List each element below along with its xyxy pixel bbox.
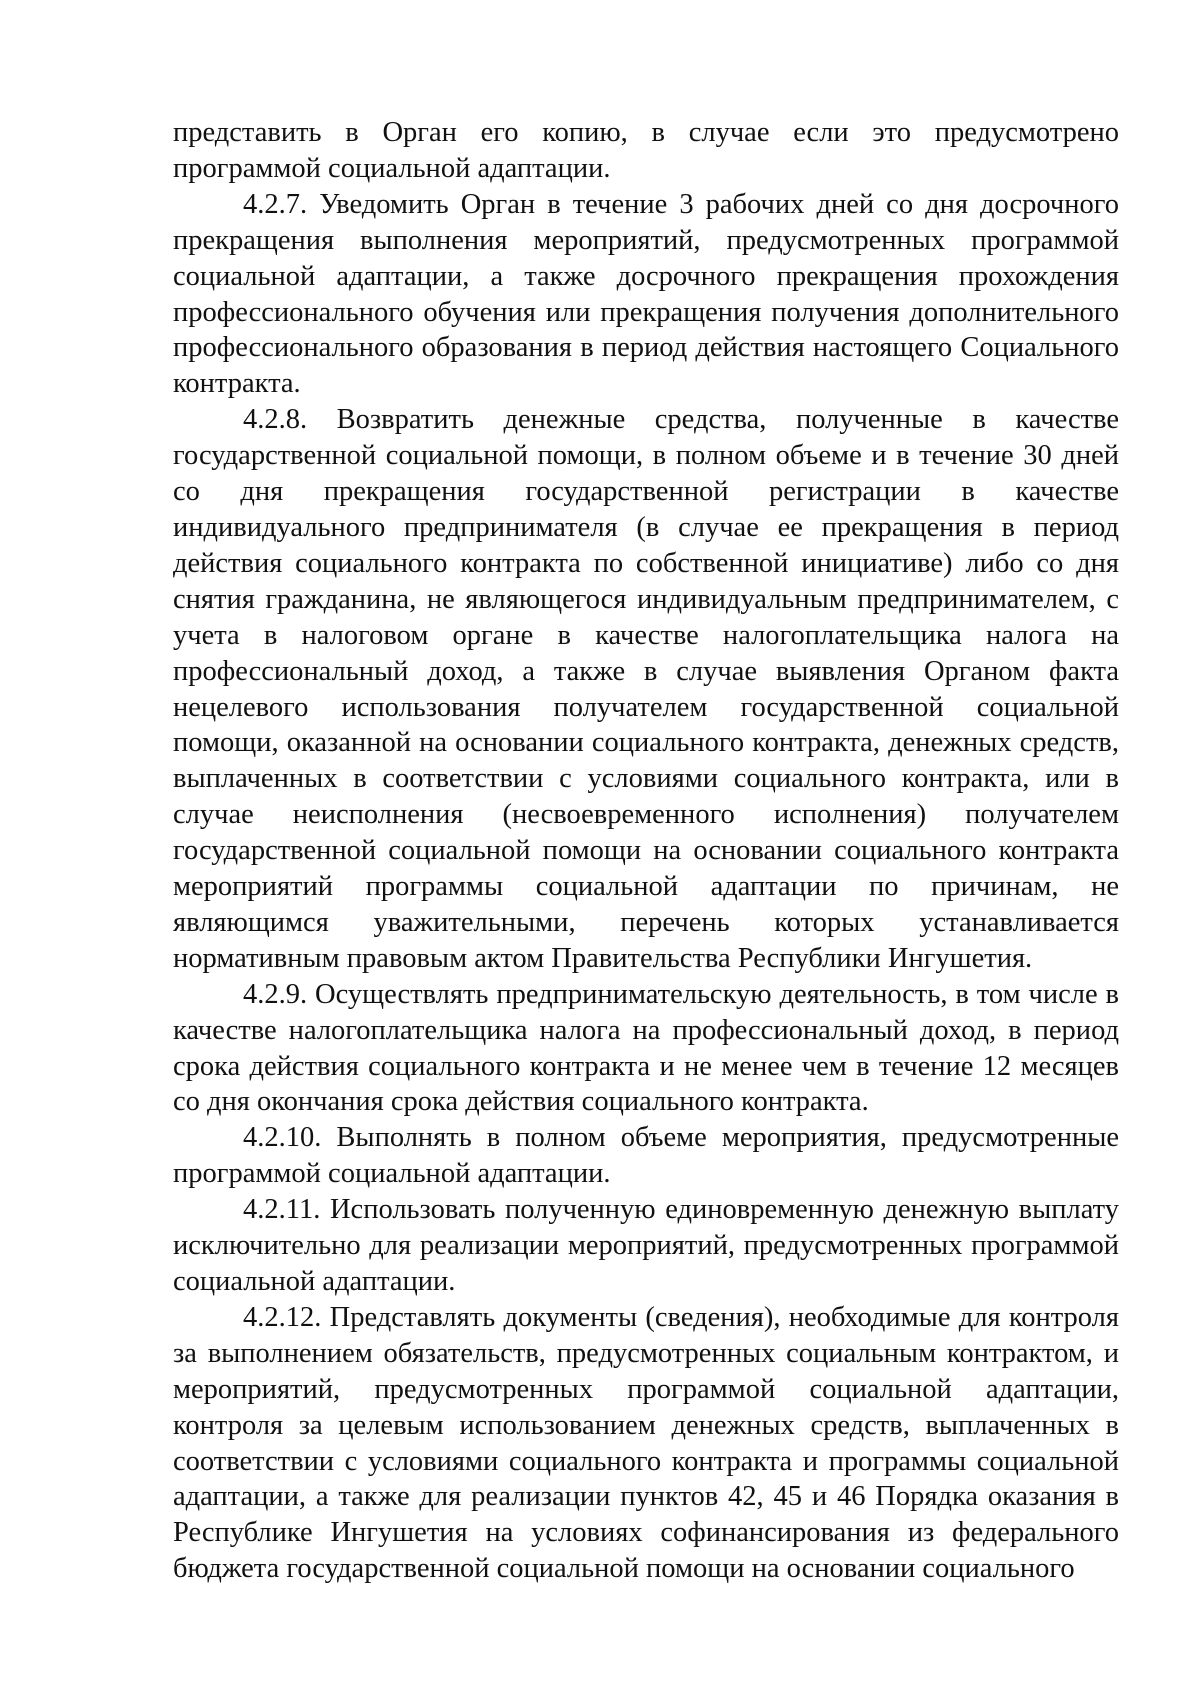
document-page: [173, 115, 1119, 1587]
paragraph-4-2-12: 4.2.12. Представлять документы (сведения), необходимые для контроля за выполнением обязательств, предусмотренных социальным контрактом, и мероприятий, предусмотренных программой социальной адаптации, контроля за целевым использованием денежных средств, выплаченных в соответствии с условиями социального контракта и программы социальной адаптации, а также для реализации пунктов 42, 45 и 46 Порядка оказания в Республике Ингушетия на условиях софинансирования из федерального бюджета государственной социальной помощи на основании социального: [173, 1301, 1119, 1585]
paragraph-4-2-11: 4.2.11. Использовать полученную единовременную денежную выплату исключительно для реализации мероприятий, предусмотренных программой социальной адаптации.: [173, 1194, 1119, 1297]
paragraph-4-2-7: 4.2.7. Уведомить Орган в течение 3 рабочих дней со дня досрочного прекращения выполнения мероприятий, предусмотренных программой социальной адаптации, а также досрочного прекращения прохождения профессионального обучения или прекращения получения дополнительного профессионального образования в период действия настоящего Социального контракта.: [173, 188, 1119, 400]
paragraph-4-2-8: 4.2.8. Возвратить денежные средства, полученные в качестве государственной социальной помощи, в полном объеме и в течение 30 дней со дня прекращения государственной регистрации в качестве индивидуального предпринимателя (в случае ее прекращения в период действия социального контракта по собственной инициативе) либо со дня снятия гражданина, не являющегося индивидуальным предпринимателем, с учета в налоговом органе в качестве налогоплательщика налога на профессиональный доход, а также в случае выявления Органом факта нецелевого использования получателем государственной социальной помощи, оказанной на основании социального контракта, денежных средств, выплаченных в соответствии с условиями социального контракта, или в случае неисполнения (несвоевременного исполнения) получателем государственной социальной помощи на основании социального контракта мероприятий программы социальной адаптации по причинам, не являющимся уважительными, перечень которых устанавливается нормативным правовым актом Правительства Республики Ингушетия.: [173, 404, 1119, 974]
paragraph-4-2-10: 4.2.10. Выполнять в полном объеме мероприятия, предусмотренные программой социальной адаптации.: [173, 1122, 1119, 1190]
paragraph-continuation: представить в Орган его копию, в случае если это предусмотрено программой социальной адаптации.: [173, 117, 1119, 184]
paragraph-4-2-9: 4.2.9. Осуществлять предпринимательскую деятельность, в том числе в качестве налогоплательщика налога на профессиональный доход, в период срока действия социального контракта и не менее чем в течение 12 месяцев со дня окончания срока действия социального контракта.: [173, 978, 1119, 1118]
